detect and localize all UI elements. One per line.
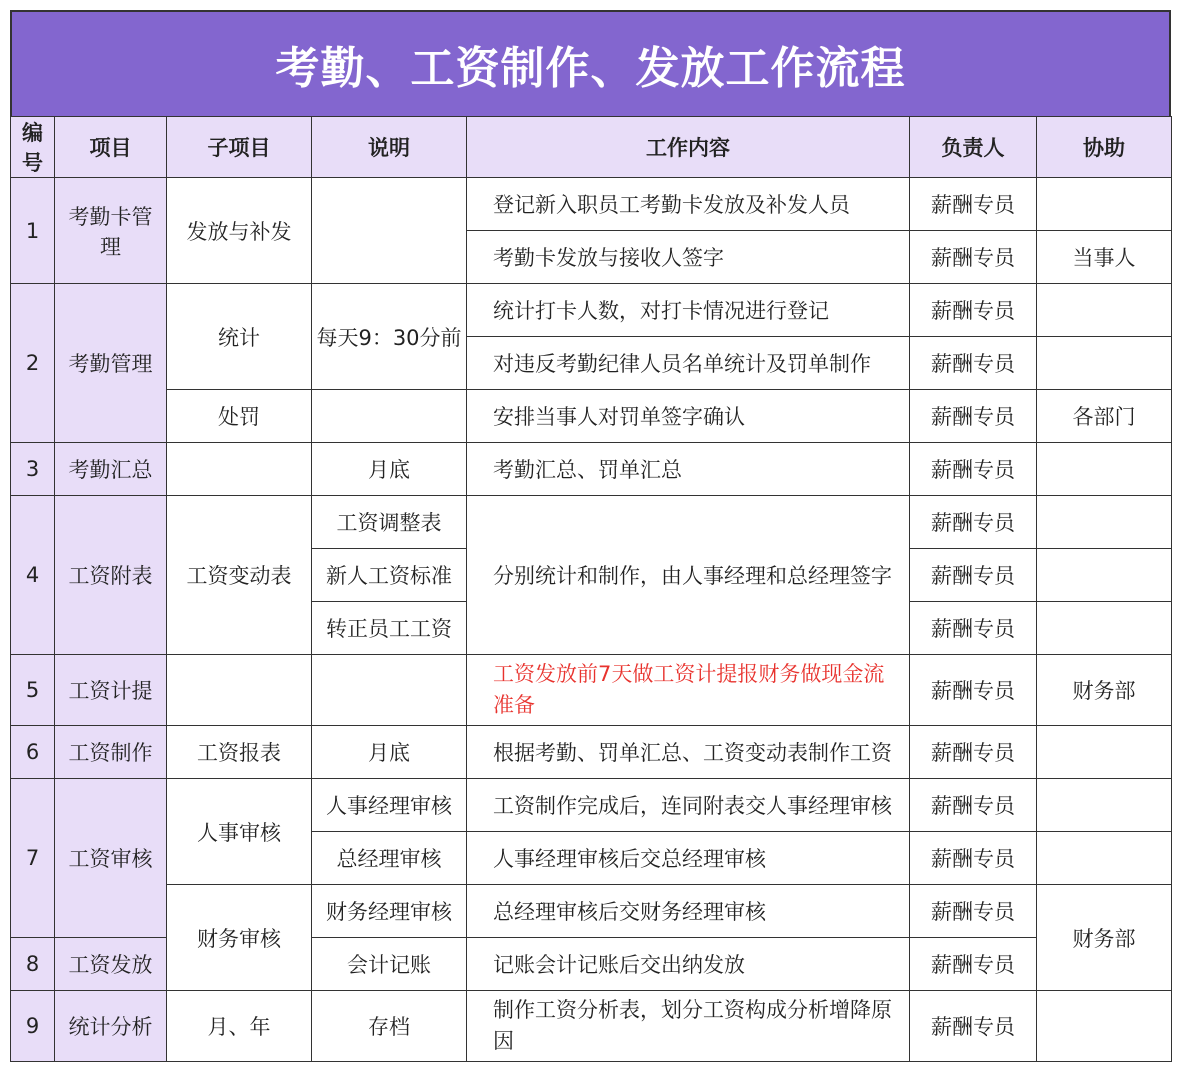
assist-cell: 各部门	[1037, 390, 1172, 443]
project-cell: 工资制作	[55, 726, 167, 779]
project-cell: 考勤管理	[55, 284, 167, 443]
content-cell: 考勤卡发放与接收人签字	[467, 231, 910, 284]
owner-cell: 薪酬专员	[910, 337, 1037, 390]
row-number: 1	[11, 178, 55, 284]
row-number: 5	[11, 655, 55, 726]
table-row	[11, 991, 1172, 1062]
header-project: 项目	[55, 117, 167, 178]
subproject-cell: 月、年	[167, 991, 312, 1062]
owner-cell: 薪酬专员	[910, 496, 1037, 549]
note-cell: 转正员工工资	[312, 602, 467, 655]
note-cell: 总经理审核	[312, 832, 467, 885]
assist-cell	[1037, 549, 1172, 602]
assist-cell	[1037, 832, 1172, 885]
owner-cell: 薪酬专员	[910, 549, 1037, 602]
note-cell	[312, 655, 467, 726]
page-title: 考勤、工资制作、发放工作流程	[275, 43, 906, 94]
content-cell: 登记新入职员工考勤卡发放及补发人员	[467, 178, 910, 231]
owner-cell: 薪酬专员	[910, 602, 1037, 655]
row-number: 9	[11, 991, 55, 1062]
process-sheet	[10, 10, 1171, 1062]
note-cell	[312, 390, 467, 443]
subproject-cell	[167, 443, 312, 496]
subproject-cell: 发放与补发	[167, 178, 312, 284]
header-subproject: 子项目	[167, 117, 312, 178]
note-cell: 人事经理审核	[312, 779, 467, 832]
assist-cell	[1037, 496, 1172, 549]
table-row	[11, 284, 1172, 337]
table-row	[11, 178, 1172, 231]
owner-cell: 薪酬专员	[910, 655, 1037, 726]
table-row	[11, 443, 1172, 496]
content-cell: 制作工资分析表，划分工资构成分析增降原因	[467, 991, 910, 1062]
owner-cell: 薪酬专员	[910, 443, 1037, 496]
owner-cell: 薪酬专员	[910, 779, 1037, 832]
project-cell: 工资发放	[55, 938, 167, 991]
subproject-cell	[167, 655, 312, 726]
header-assist: 协助	[1037, 117, 1172, 178]
table-row	[11, 779, 1172, 832]
row-number: 6	[11, 726, 55, 779]
note-cell: 每天9：30分前	[312, 284, 467, 390]
content-cell: 总经理审核后交财务经理审核	[467, 885, 910, 938]
assist-cell	[1037, 991, 1172, 1062]
subproject-cell: 人事审核	[167, 779, 312, 885]
table-row	[11, 496, 1172, 549]
row-number: 2	[11, 284, 55, 443]
note-cell: 工资调整表	[312, 496, 467, 549]
note-cell: 财务经理审核	[312, 885, 467, 938]
content-cell: 分别统计和制作，由人事经理和总经理签字	[467, 496, 910, 655]
header-owner: 负责人	[910, 117, 1037, 178]
assist-cell	[1037, 726, 1172, 779]
table-row	[11, 885, 1172, 938]
subproject-cell: 工资变动表	[167, 496, 312, 655]
content-cell: 对违反考勤纪律人员名单统计及罚单制作	[467, 337, 910, 390]
content-cell-highlight: 工资发放前7天做工资计提报财务做现金流准备	[467, 655, 910, 726]
note-cell: 存档	[312, 991, 467, 1062]
content-cell: 人事经理审核后交总经理审核	[467, 832, 910, 885]
owner-cell: 薪酬专员	[910, 832, 1037, 885]
assist-cell	[1037, 602, 1172, 655]
project-cell: 工资计提	[55, 655, 167, 726]
table-row	[11, 390, 1172, 443]
content-cell: 记账会计记账后交出纳发放	[467, 938, 910, 991]
row-number: 3	[11, 443, 55, 496]
title-bar	[10, 10, 1171, 116]
subproject-cell: 统计	[167, 284, 312, 390]
row-number: 7	[11, 779, 55, 938]
subproject-cell: 处罚	[167, 390, 312, 443]
content-cell: 安排当事人对罚单签字确认	[467, 390, 910, 443]
project-cell: 统计分析	[55, 991, 167, 1062]
project-cell: 工资附表	[55, 496, 167, 655]
content-cell: 统计打卡人数，对打卡情况进行登记	[467, 284, 910, 337]
header-note: 说明	[312, 117, 467, 178]
header-content: 工作内容	[467, 117, 910, 178]
assist-cell	[1037, 337, 1172, 390]
subproject-cell: 财务审核	[167, 885, 312, 991]
row-number: 8	[11, 938, 55, 991]
assist-cell	[1037, 779, 1172, 832]
assist-cell	[1037, 443, 1172, 496]
assist-cell: 财务部	[1037, 655, 1172, 726]
owner-cell: 薪酬专员	[910, 726, 1037, 779]
owner-cell: 薪酬专员	[910, 991, 1037, 1062]
process-table	[10, 116, 1172, 1062]
owner-cell: 薪酬专员	[910, 284, 1037, 337]
owner-cell: 薪酬专员	[910, 178, 1037, 231]
row-number: 4	[11, 496, 55, 655]
note-cell: 会计记账	[312, 938, 467, 991]
project-cell: 考勤卡管理	[55, 178, 167, 284]
note-cell: 新人工资标准	[312, 549, 467, 602]
owner-cell: 薪酬专员	[910, 231, 1037, 284]
table-row	[11, 655, 1172, 726]
assist-cell	[1037, 284, 1172, 337]
header-num: 编号	[11, 117, 55, 178]
assist-cell	[1037, 178, 1172, 231]
assist-cell: 当事人	[1037, 231, 1172, 284]
owner-cell: 薪酬专员	[910, 390, 1037, 443]
note-cell	[312, 178, 467, 284]
assist-cell: 财务部	[1037, 885, 1172, 991]
header-row	[11, 117, 1172, 178]
note-cell: 月底	[312, 443, 467, 496]
note-cell: 月底	[312, 726, 467, 779]
content-cell: 工资制作完成后，连同附表交人事经理审核	[467, 779, 910, 832]
content-cell: 考勤汇总、罚单汇总	[467, 443, 910, 496]
owner-cell: 薪酬专员	[910, 938, 1037, 991]
subproject-cell: 工资报表	[167, 726, 312, 779]
owner-cell: 薪酬专员	[910, 885, 1037, 938]
project-cell: 工资审核	[55, 779, 167, 938]
content-cell: 根据考勤、罚单汇总、工资变动表制作工资	[467, 726, 910, 779]
project-cell: 考勤汇总	[55, 443, 167, 496]
table-row	[11, 726, 1172, 779]
